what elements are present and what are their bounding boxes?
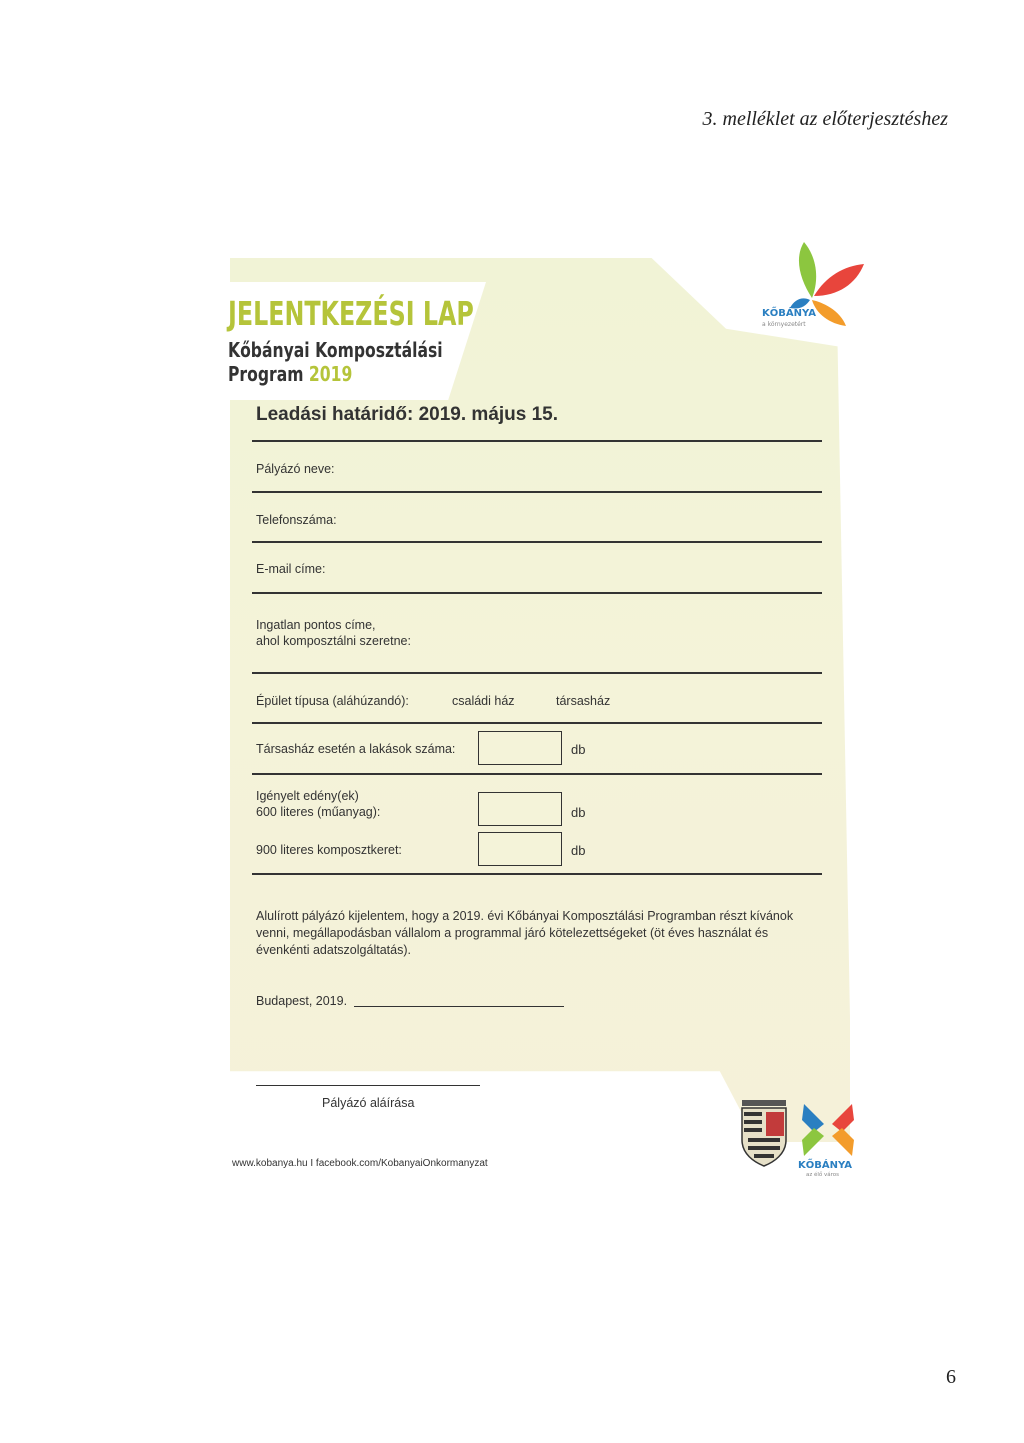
frame-label: 900 literes komposztkeret: xyxy=(256,843,402,857)
signature-line[interactable] xyxy=(256,1085,480,1086)
subtitle-program: Program xyxy=(228,362,309,386)
form-title: JELENTKEZÉSI LAP xyxy=(228,294,474,333)
kobanya-environment-logo xyxy=(760,240,864,332)
address-line[interactable] xyxy=(252,672,822,674)
frame-900-box[interactable] xyxy=(478,832,562,866)
bins-label-2: 600 literes (műanyag): xyxy=(256,805,381,819)
address-label-2: ahol komposztálni szeretne: xyxy=(256,634,411,648)
apartments-box[interactable] xyxy=(478,731,562,765)
coat-of-arms-icon xyxy=(742,1100,786,1166)
option-condominium[interactable]: társasház xyxy=(556,694,611,708)
address-label-1: Ingatlan pontos címe, xyxy=(256,618,376,632)
divider xyxy=(252,440,822,442)
building-type-label: Épület típusa (aláhúzandó): xyxy=(256,694,409,708)
kobanya-coat-of-arms-and-logo xyxy=(740,1098,862,1178)
bins-600-unit: db xyxy=(571,805,586,820)
bins-label-1: Igényelt edény(ek) xyxy=(256,789,359,803)
subtitle-line-1: Kőbányai Komposztálási xyxy=(228,338,443,362)
declaration-text: Alulírott pályázó kijelentem, hogy a 2019. évi Kőbányai Komposztálási Programban részt kívánok venni, megállapodásban vállalom a programmal járó kötelezettségeket (öt éves használat és évenkénti adatszolgáltatás). xyxy=(256,909,794,957)
subtitle-year: 2019 xyxy=(308,362,353,386)
applicant-name-line[interactable] xyxy=(252,491,822,493)
top-logo-brand: KŐBÁNYA xyxy=(762,308,817,319)
apartments-label: Társasház esetén a lakások száma: xyxy=(256,742,456,756)
divider xyxy=(252,722,822,724)
bottom-logo-tagline: az élő város xyxy=(806,1172,840,1178)
applicant-name-label: Pályázó neve: xyxy=(256,462,335,476)
annex-label: 3. melléklet az előterjesztéshez xyxy=(702,108,948,130)
page-number: 6 xyxy=(946,1366,956,1388)
phone-label: Telefonszáma: xyxy=(256,513,337,527)
email-line[interactable] xyxy=(252,592,822,594)
signature-label: Pályázó aláírása xyxy=(322,1096,415,1110)
phone-line[interactable] xyxy=(252,541,822,543)
footer-links: www.kobanya.hu I facebook.com/KobanyaiOnkormanyzat xyxy=(232,1158,488,1169)
date-line[interactable] xyxy=(354,1006,564,1007)
option-family-house[interactable]: családi ház xyxy=(452,694,515,708)
top-logo-tagline: a környezetért xyxy=(762,321,806,328)
subtitle-line-2 xyxy=(228,362,443,386)
kobanya-x-icon xyxy=(802,1104,854,1156)
frame-900-unit: db xyxy=(571,843,586,858)
city-date-label: Budapest, 2019. xyxy=(256,994,348,1008)
deadline-text: Leadási határidő: 2019. május 15. xyxy=(256,404,559,425)
apartments-unit: db xyxy=(571,742,586,757)
form-subtitle xyxy=(228,338,443,386)
bottom-logo-brand: KŐBÁNYA xyxy=(798,1160,853,1171)
divider xyxy=(252,873,822,875)
divider xyxy=(252,773,822,775)
email-label: E-mail címe: xyxy=(256,562,326,576)
bins-600-box[interactable] xyxy=(478,792,562,826)
